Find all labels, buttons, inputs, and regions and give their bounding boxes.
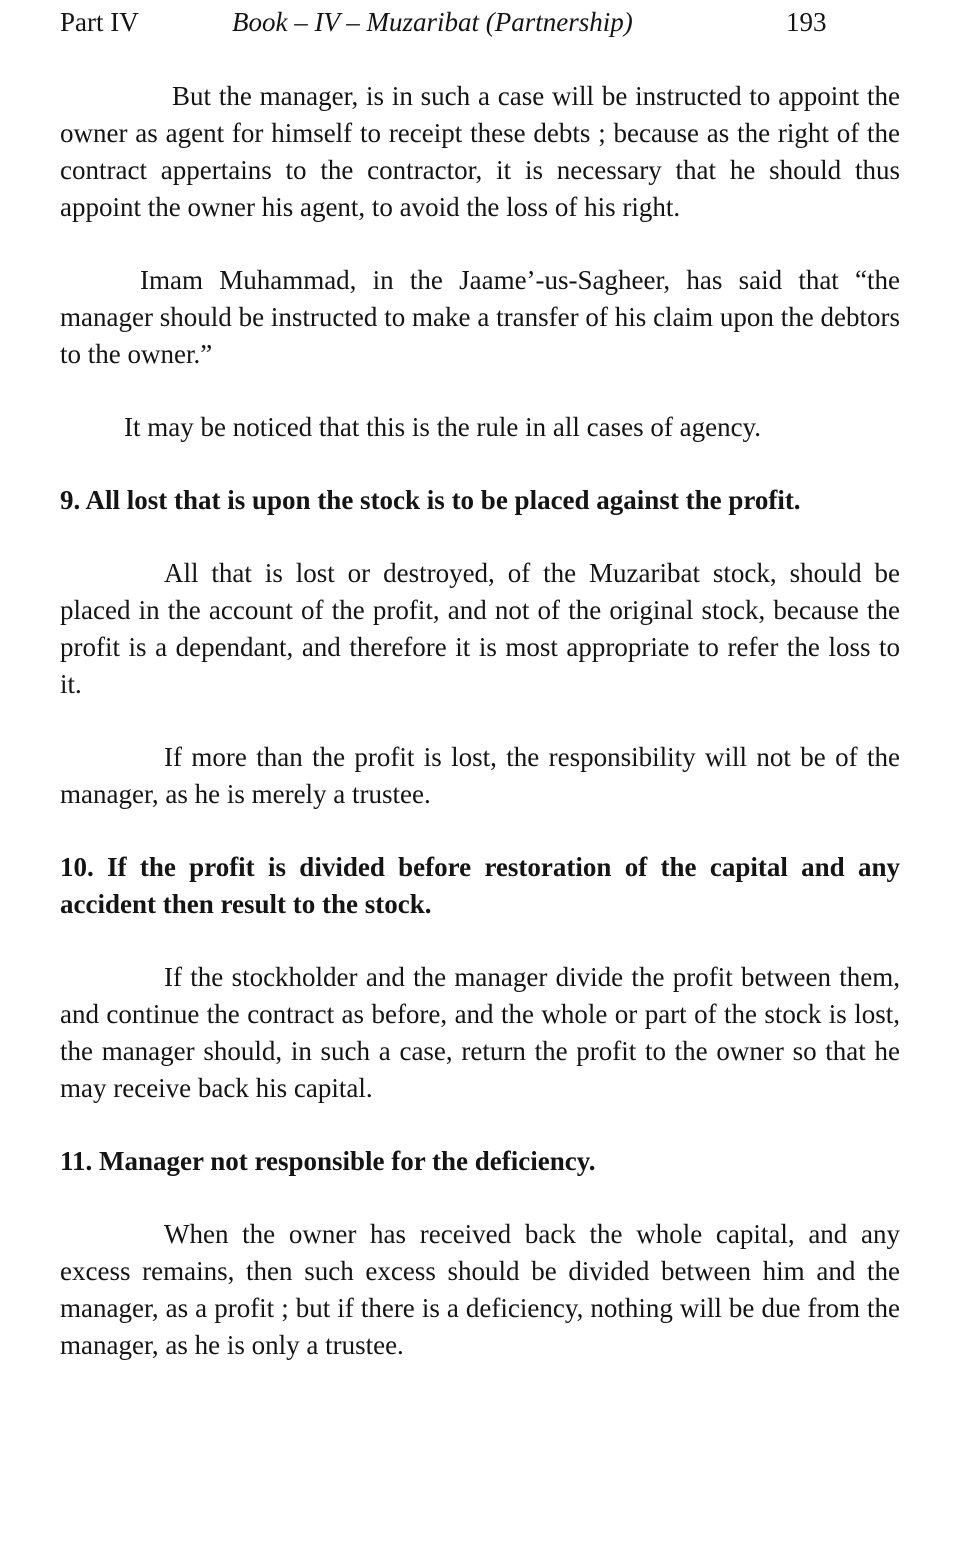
paragraph-agency-rule: It may be noticed that this is the rule in all cases of agency.: [124, 412, 762, 442]
paragraph-manager-trustee: If more than the profit is lost, the responsibility will not be of the manager, as he is merely a trustee.: [60, 742, 900, 809]
running-header: [60, 4, 900, 44]
section-heading-10: 10. If the profit is divided before restoration of the capital and any accident then result to the stock.: [60, 852, 900, 919]
header-part: Part IV: [60, 7, 139, 37]
paragraph-loss-against-profit: All that is lost or destroyed, of the Muzaribat stock, should be placed in the account of the profit, and not of the original stock, because the profit is a dependant, and therefore it is most appropriate to refer the loss to it.: [60, 558, 900, 699]
section-heading-11: 11. Manager not responsible for the deficiency.: [60, 1146, 596, 1176]
section-heading-9: 9. All lost that is upon the stock is to be placed against the profit.: [60, 485, 801, 515]
paragraph-agent-appointment: But the manager, is in such a case will be instructed to appoint the owner as agent for himself to receipt these debts ; because as the right of the contract appertains to the contractor, it is necessary that he should thus appoint the owner his agent, to avoid the loss of his right.: [60, 81, 900, 222]
paragraph-return-profit: If the stockholder and the manager divide the profit between them, and continue the contract as before, and the whole or part of the stock is lost, the manager should, in such a case, return the profit to the owner so that he may receive back his capital.: [60, 962, 900, 1103]
header-book-title: Book – IV – Muzaribat (Partnership): [232, 7, 633, 37]
paragraph-excess-divided: When the owner has received back the whole capital, and any excess remains, then such excess should be divided between him and the manager, as a profit ; but if there is a deficiency, nothing will be due from the manager, as he is only a trustee.: [60, 1219, 900, 1360]
page-body: [60, 78, 900, 1400]
page-number: 193: [786, 7, 827, 37]
paragraph-imam-muhammad: Imam Muhammad, in the Jaame’-us-Sagheer, has said that “the manager should be instructed to make a transfer of his claim upon the debtors to the owner.”: [60, 265, 900, 369]
